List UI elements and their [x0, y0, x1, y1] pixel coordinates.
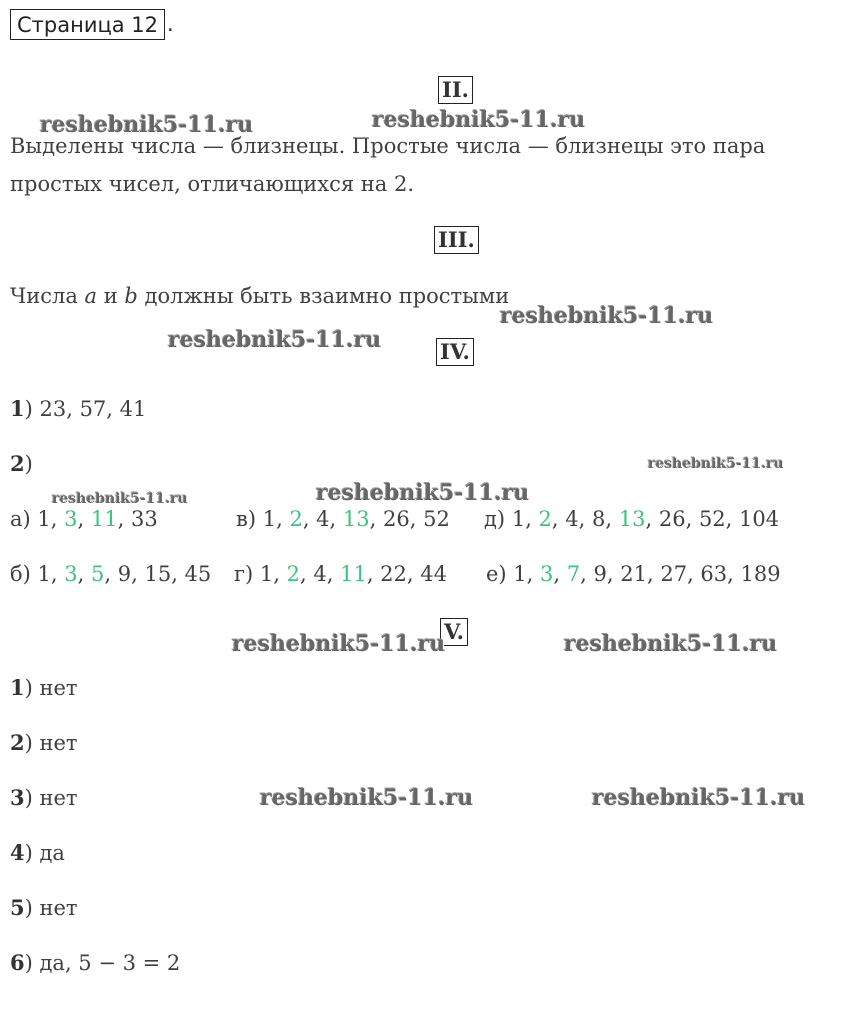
- watermark: reshebnik5-11.ru: [372, 107, 586, 133]
- answer-3: [10, 779, 78, 817]
- watermark: reshebnik5-11.ru: [316, 480, 530, 506]
- divisor-separator: ,: [50, 562, 65, 586]
- divisor-value: 33: [130, 507, 158, 531]
- section-heading-v: V.: [440, 618, 468, 646]
- answer-text: ) да, 5 − 3 = 2: [24, 951, 181, 975]
- watermark: reshebnik5-11.ru: [52, 491, 188, 507]
- divisor-separator: ,: [685, 507, 699, 531]
- section-ii-text-line2: простых чисел, отличающихся на 2.: [10, 172, 415, 196]
- divisor-value: 1: [262, 507, 277, 531]
- divisor-separator: ,: [551, 507, 566, 531]
- divisor-separator: ,: [646, 562, 661, 586]
- divisor-separator: ,: [725, 507, 740, 531]
- divisor-value: 1: [37, 562, 51, 586]
- answer-1: [10, 669, 78, 707]
- divisor-separator: ,: [406, 562, 421, 586]
- divisor-label: б): [10, 562, 38, 586]
- divisor-value: 9: [117, 562, 132, 586]
- item-number: 2: [10, 451, 25, 476]
- divisor-separator: ,: [276, 507, 290, 531]
- answer-text: ) нет: [24, 731, 78, 755]
- variable-a: a: [84, 284, 98, 308]
- answer-2: [10, 724, 78, 762]
- divisor-value: 2: [289, 507, 303, 531]
- answer-text: ) да: [24, 841, 65, 865]
- divisor-value: 52: [698, 507, 726, 531]
- answer-number: 2: [10, 730, 25, 755]
- divisor-value: 26: [383, 507, 410, 531]
- divisor-value: 11: [340, 562, 367, 586]
- section-heading-iv: IV.: [436, 338, 474, 366]
- divisor-separator: ,: [302, 507, 317, 531]
- divisor-value: 1: [37, 507, 51, 531]
- section-ii-text-line1: Выделены числа — близнецы. Простые числа — близнецы это пара: [10, 134, 766, 158]
- watermark: reshebnik5-11.ru: [648, 456, 784, 472]
- answer-5: [10, 889, 78, 927]
- section-iv-item2: [10, 445, 33, 483]
- divisor-value: 44: [420, 562, 447, 586]
- divisor-separator: ,: [104, 562, 118, 586]
- divisor-value: 8: [592, 507, 606, 531]
- divisor-value: 11: [90, 507, 118, 531]
- divisor-separator: ,: [369, 507, 383, 531]
- page-title-dot: .: [167, 12, 174, 36]
- divisor-separator: ,: [329, 507, 343, 531]
- divisor-separator: ,: [273, 562, 287, 586]
- answer-number: 1: [10, 675, 25, 700]
- divisors-g: [234, 555, 447, 593]
- divisor-value: 13: [342, 507, 370, 531]
- answer-number: 6: [10, 950, 25, 975]
- answer-text: ) нет: [24, 676, 78, 700]
- divisor-separator: ,: [117, 507, 131, 531]
- watermark: reshebnik5-11.ru: [232, 631, 446, 657]
- section-iii-text-post: должны быть взаимно простыми: [137, 284, 510, 308]
- divisor-value: 4: [313, 562, 327, 586]
- divisor-separator: ,: [578, 507, 593, 531]
- divisor-separator: ,: [727, 562, 741, 586]
- divisor-label: д): [484, 507, 512, 531]
- divisor-value: 21: [620, 562, 647, 586]
- divisor-separator: ,: [687, 562, 701, 586]
- answer-number: 5: [10, 895, 25, 920]
- divisor-value: 189: [740, 562, 781, 586]
- item-text: ): [24, 452, 33, 476]
- page-title: Страница 12: [10, 9, 165, 40]
- divisor-separator: ,: [299, 562, 314, 586]
- divisor-separator: ,: [77, 562, 91, 586]
- divisor-label: г): [234, 562, 260, 586]
- divisor-value: 4: [316, 507, 330, 531]
- divisor-value: 2: [538, 507, 552, 531]
- divisor-separator: ,: [525, 507, 539, 531]
- divisor-label: е): [486, 562, 514, 586]
- section-iv-item1: [10, 390, 146, 428]
- divisor-value: 27: [660, 562, 688, 586]
- divisors-b: [10, 555, 211, 593]
- divisor-value: 13: [618, 507, 646, 531]
- variable-b: b: [124, 284, 138, 308]
- item-number: 1: [10, 396, 25, 421]
- section-iii-text-mid: и: [97, 284, 125, 308]
- watermark: reshebnik5-11.ru: [168, 327, 382, 353]
- answer-number: 3: [10, 785, 25, 810]
- watermark: reshebnik5-11.ru: [260, 785, 474, 811]
- divisor-separator: ,: [645, 507, 659, 531]
- divisor-value: 63: [700, 562, 728, 586]
- divisor-separator: ,: [409, 507, 424, 531]
- answer-4: [10, 834, 65, 872]
- watermark: reshebnik5-11.ru: [40, 112, 254, 138]
- divisor-value: 15: [144, 562, 172, 586]
- divisor-separator: ,: [326, 562, 341, 586]
- divisor-separator: ,: [606, 562, 621, 586]
- divisors-e: [486, 555, 781, 593]
- divisor-separator: ,: [171, 562, 185, 586]
- divisor-value: 3: [540, 562, 554, 586]
- divisor-value: 3: [64, 507, 78, 531]
- divisor-value: 1: [511, 507, 526, 531]
- divisor-value: 45: [184, 562, 212, 586]
- watermark: reshebnik5-11.ru: [592, 785, 806, 811]
- divisor-separator: ,: [580, 562, 594, 586]
- divisor-value: 7: [566, 562, 581, 586]
- section-heading-iii: III.: [434, 226, 479, 254]
- section-iii-text: [10, 277, 509, 315]
- divisor-value: 5: [90, 562, 105, 586]
- divisor-separator: ,: [553, 562, 567, 586]
- divisor-separator: ,: [77, 507, 91, 531]
- divisor-value: 26: [658, 507, 686, 531]
- divisor-value: 104: [739, 507, 780, 531]
- divisor-value: 4: [565, 507, 579, 531]
- item-text: ) 23, 57, 41: [24, 397, 147, 421]
- section-iii-text-pre: Числа: [10, 284, 85, 308]
- answer-6: [10, 944, 180, 982]
- divisor-separator: ,: [605, 507, 619, 531]
- divisor-label: а): [10, 507, 38, 531]
- divisor-value: 52: [423, 507, 450, 531]
- divisor-value: 2: [286, 562, 300, 586]
- divisor-value: 1: [259, 562, 274, 586]
- answer-number: 4: [10, 840, 25, 865]
- divisor-separator: ,: [131, 562, 145, 586]
- watermark: reshebnik5-11.ru: [564, 631, 778, 657]
- divisor-value: 3: [64, 562, 78, 586]
- divisor-value: 9: [593, 562, 607, 586]
- answer-text: ) нет: [24, 786, 78, 810]
- answer-text: ) нет: [24, 896, 78, 920]
- section-heading-ii: II.: [438, 76, 473, 104]
- divisor-value: 22: [380, 562, 407, 586]
- divisor-value: 1: [513, 562, 527, 586]
- divisor-separator: ,: [366, 562, 381, 586]
- divisor-label: в): [236, 507, 263, 531]
- divisor-separator: ,: [526, 562, 541, 586]
- watermark: reshebnik5-11.ru: [500, 303, 714, 329]
- divisor-separator: ,: [50, 507, 65, 531]
